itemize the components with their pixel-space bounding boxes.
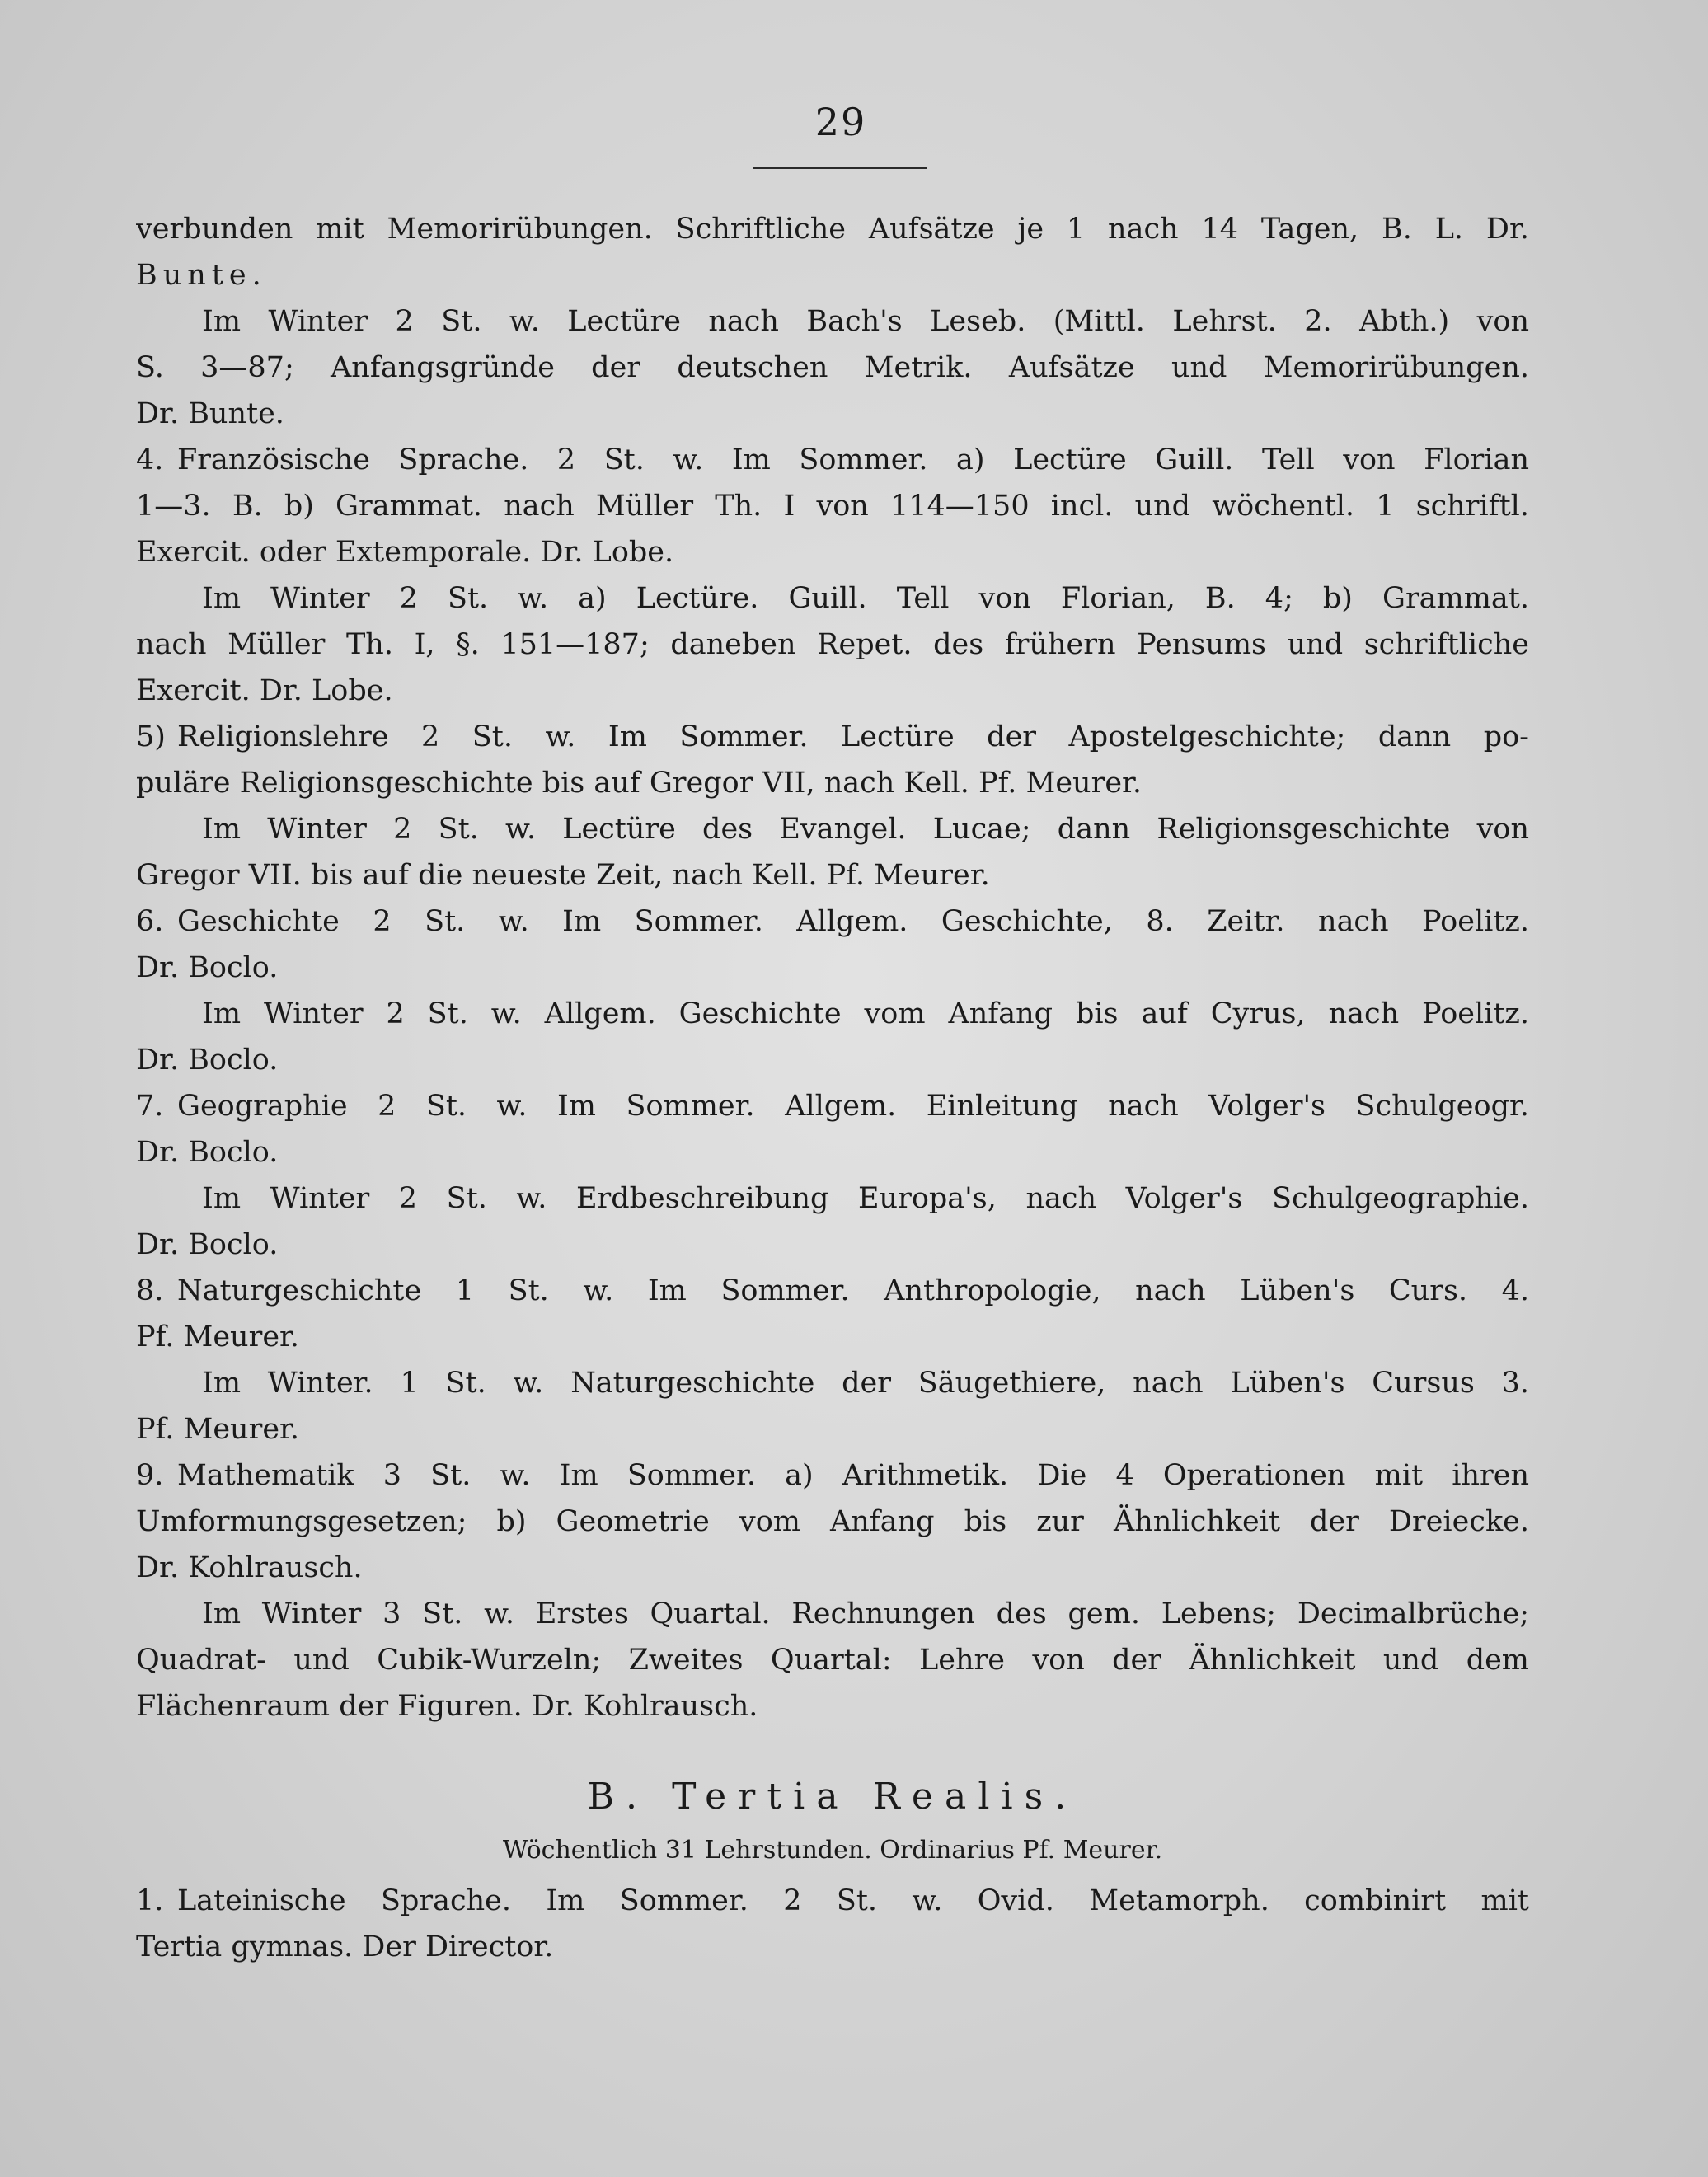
numbered-line (136, 1268, 1529, 1314)
item-text: Lateinische Sprache. Im Sommer. 2 St. w. Ovid. Metamorph. combinirt mit (177, 1884, 1529, 1917)
text-line: Dr. Boclo. (136, 1136, 279, 1169)
text-line: Dr. Bunte. (136, 397, 284, 430)
item-number: 5) (136, 720, 166, 753)
text-line: Im Winter 2 St. w. a) Lectüre. Guill. Tell von Florian, B. 4; b) Grammat. (202, 582, 1529, 615)
page-number: 29 (814, 100, 867, 144)
text-line: Gregor VII. bis auf die neueste Zeit, nach Kell. Pf. Meurer. (136, 859, 990, 892)
text-line: Im Winter 2 St. w. Erdbeschreibung Europa's, nach Volger's Schulgeographie. (202, 1182, 1529, 1215)
text-line: Im Winter 3 St. w. Erstes Quartal. Rechnungen des gem. Lebens; Decimalbrüche; (202, 1598, 1529, 1630)
numbered-line (136, 437, 1529, 483)
document-body (136, 206, 1529, 1970)
text-line: Pf. Meurer. (136, 1413, 300, 1446)
numbered-line (136, 1878, 1529, 1924)
text-line: Dr. Boclo. (136, 1228, 279, 1261)
text-line: S. 3—87; Anfangsgründe der deutschen Metrik. Aufsätze und Memorirübungen. (136, 351, 1529, 384)
text-line: Dr. Kohlrausch. (136, 1551, 363, 1584)
text-line: Im Winter 2 St. w. Lectüre nach Bach's Leseb. (Mittl. Lehrst. 2. Abth.) von (202, 305, 1529, 338)
numbered-line (136, 1083, 1529, 1129)
section-heading: B. Tertia Realis. (587, 1776, 1078, 1818)
item-text: Mathematik 3 St. w. Im Sommer. a) Arithmetik. Die 4 Operationen mit ihren (177, 1459, 1529, 1492)
text-line: verbunden mit Memorirübungen. Schriftliche Aufsätze je 1 nach 14 Tagen, B. L. Dr. (136, 213, 1529, 246)
item-text: Geschichte 2 St. w. Im Sommer. Allgem. Geschichte, 8. Zeitr. nach Poelitz. (177, 905, 1529, 938)
item-number: 8. (136, 1274, 164, 1307)
numbered-line (136, 714, 1529, 760)
item-text: Religionslehre 2 St. w. Im Sommer. Lectüre der Apostelgeschichte; dann po- (177, 720, 1529, 753)
item-number: 7. (136, 1090, 164, 1123)
text-line: Bunte. (136, 259, 267, 292)
text-line: Exercit. oder Extemporale. Dr. Lobe. (136, 536, 674, 569)
text-line: Pf. Meurer. (136, 1321, 300, 1354)
item-text: Naturgeschichte 1 St. w. Im Sommer. Anthropologie, nach Lüben's Curs. 4. (177, 1274, 1529, 1307)
item-number: 9. (136, 1459, 164, 1492)
text-line: Im Winter 2 St. w. Lectüre des Evangel. Lucae; dann Religionsgeschichte von (202, 813, 1529, 846)
text-line: Exercit. Dr. Lobe. (136, 674, 393, 707)
section-subheading: Wöchentlich 31 Lehrstunden. Ordinarius Pf. Meurer. (502, 1836, 1163, 1865)
text-line: Flächenraum der Figuren. Dr. Kohlrausch. (136, 1690, 758, 1723)
item-number: 4. (136, 443, 164, 476)
text-line: Dr. Boclo. (136, 951, 279, 984)
item-number: 1. (136, 1884, 164, 1917)
item-text: Französische Sprache. 2 St. w. Im Sommer. a) Lectüre Guill. Tell von Florian (177, 443, 1529, 476)
text-line: Im Winter 2 St. w. Allgem. Geschichte vom Anfang bis auf Cyrus, nach Poelitz. (202, 997, 1529, 1030)
text-line: Dr. Boclo. (136, 1044, 279, 1077)
text-line: Tertia gymnas. Der Director. (136, 1931, 554, 1964)
item-text: Geographie 2 St. w. Im Sommer. Allgem. Einleitung nach Volger's Schulgeogr. (177, 1090, 1529, 1123)
text-line: nach Müller Th. I, §. 151—187; daneben Repet. des frühern Pensums und schriftliche (136, 628, 1529, 661)
numbered-line (136, 1452, 1529, 1499)
text-line: 1—3. B. b) Grammat. nach Müller Th. I von 114—150 incl. und wöchentl. 1 schriftl. (136, 490, 1529, 523)
text-line: Im Winter. 1 St. w. Naturgeschichte der Säugethiere, nach Lüben's Cursus 3. (202, 1367, 1529, 1400)
text-line: Umformungsgesetzen; b) Geometrie vom Anfang bis zur Ähnlichkeit der Dreiecke. (136, 1505, 1529, 1538)
numbered-line (136, 898, 1529, 945)
text-line: puläre Religionsgeschichte bis auf Gregor VII, nach Kell. Pf. Meurer. (136, 767, 1143, 800)
item-number: 6. (136, 905, 164, 938)
text-line: Quadrat- und Cubik-Wurzeln; Zweites Quartal: Lehre von der Ähnlichkeit und dem (136, 1644, 1529, 1677)
page-number-rule (753, 167, 927, 169)
